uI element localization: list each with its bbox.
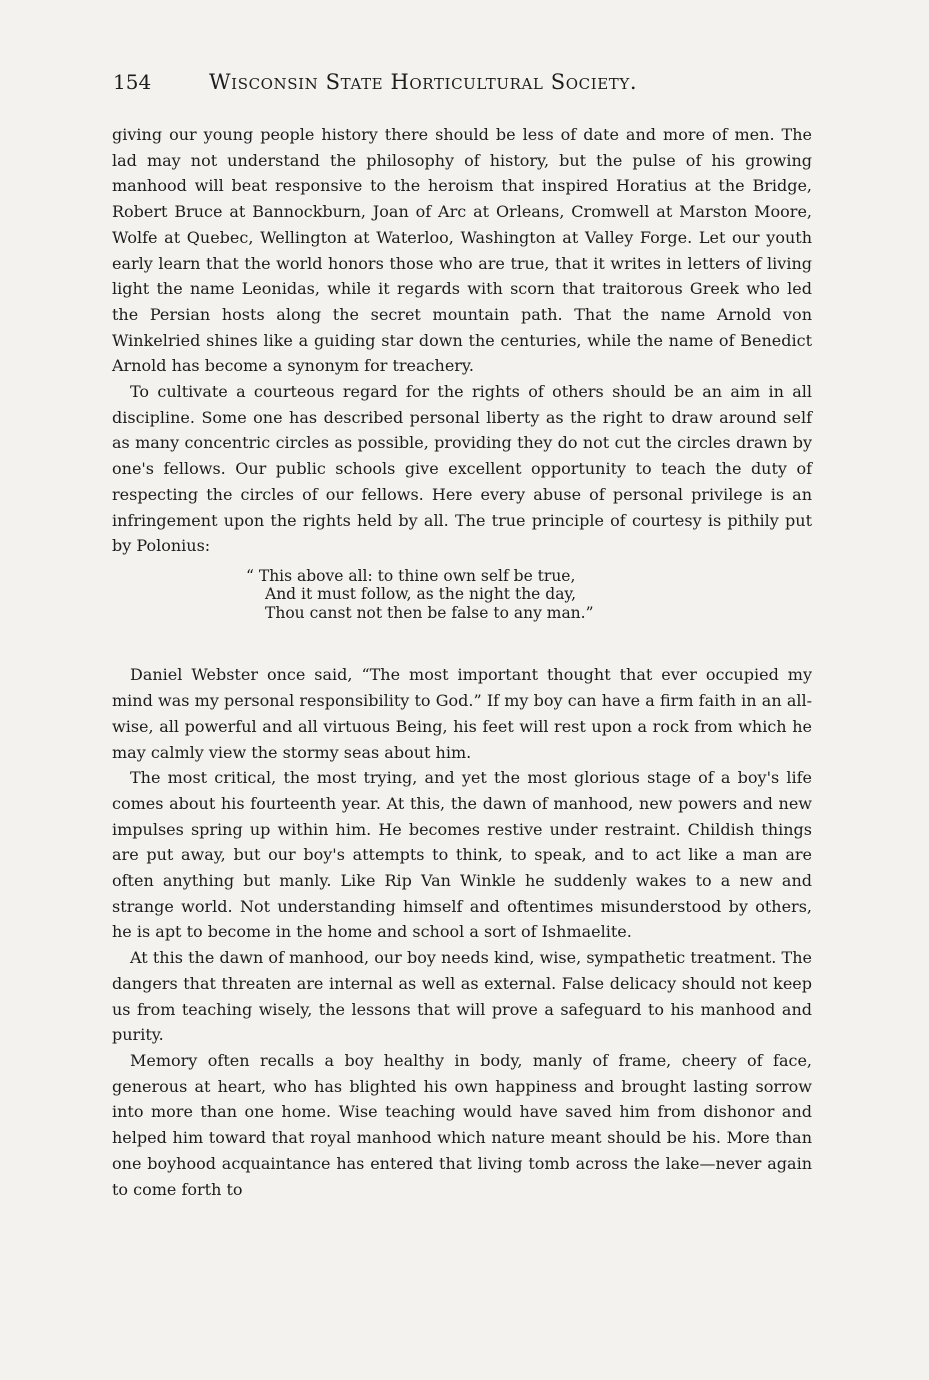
paragraph-memory: Memory often recalls a boy healthy in body, manly of frame, cheery of face, generous at heart, who has blighted his own happiness and brought lasting sorrow into more than one home. Wise teaching would have saved him from dishonor and helped him toward that royal manhood which nature meant should be his. More than one boyhood acquaintance has entered that living tomb across the lake—never again to come forth to (112, 1051, 812, 1199)
body-text (112, 122, 812, 1202)
paragraph-fourteenth-year: The most critical, the most trying, and yet the most glorious stage of a boy's life comes about his fourteenth year. At this, the dawn of manhood, new powers and new impulses spring up within him. He becomes restive under restraint. Childish things are put away, but our boy's attempts to think, to speak, and to act like a man are often anything but manly. Like Rip Van Winkle he suddenly wakes to a new and strange world. Not understanding himself and oftentimes misunderstood by others, he is apt to become in the home and school a sort of Ishmaelite. (112, 768, 812, 942)
paragraph-history: giving our young people history there should be less of date and more of men. The lad may not understand the philosophy of history, but the pulse of his growing manhood will beat responsive to the heroism that inspired Horatius at the Bridge, Robert Bruce at Bannockburn, Joan of Arc at Orleans, Cromwell at Marston Moore, Wolfe at Quebec, Wellington at Waterloo, Washington at Valley Forge. Let our youth early learn that the world honors those who are true, that it writes in letters of living light the name Leonidas, while it regards with scorn that traitorous Greek who led the Persian hosts along the secret mountain path. That the name Arnold von Winkelried shines like a guiding star down the centuries, while the name of Benedict Arnold has become a synonym for treachery. (112, 125, 812, 376)
verse-line: Thou canst not then be false to any man.” (265, 603, 594, 622)
paragraph-dawn-of-manhood: At this the dawn of manhood, our boy needs kind, wise, sympathetic treatment. The dangers that threaten are internal as well as external. False delicacy should not keep us from teaching wisely, the lessons that will prove a safeguard to his manhood and purity. (112, 948, 812, 1045)
paragraph-courtesy: To cultivate a courteous regard for the rights of others should be an aim in all discipline. Some one has described personal liberty as the right to draw around self as many concentric circles as possible, providing they do not cut the circles drawn by one's fellows. Our public schools give excellent opportunity to teach the duty of respecting the circles of our fellows. Here every abuse of personal privilege is an infringement upon the rights held by all. The true principle of courtesy is pithily put by Polonius: (112, 382, 812, 556)
verse-line: “ This above all: to thine own self be true, (246, 566, 576, 585)
polonius-quote (246, 567, 812, 623)
page-header (113, 70, 813, 104)
verse-line: And it must follow, as the night the day, (265, 585, 577, 604)
page-number: 154 (113, 70, 152, 94)
running-head: Wisconsin State Horticultural Society. (209, 70, 638, 94)
paragraph-webster: Daniel Webster once said, “The most important thought that ever occupied my mind was my personal responsibility to God.” If my boy can have a firm faith in an all-wise, all powerful and all virtuous Being, his feet will rest upon a rock from which he may calmly view the stormy seas about him. (112, 665, 812, 762)
